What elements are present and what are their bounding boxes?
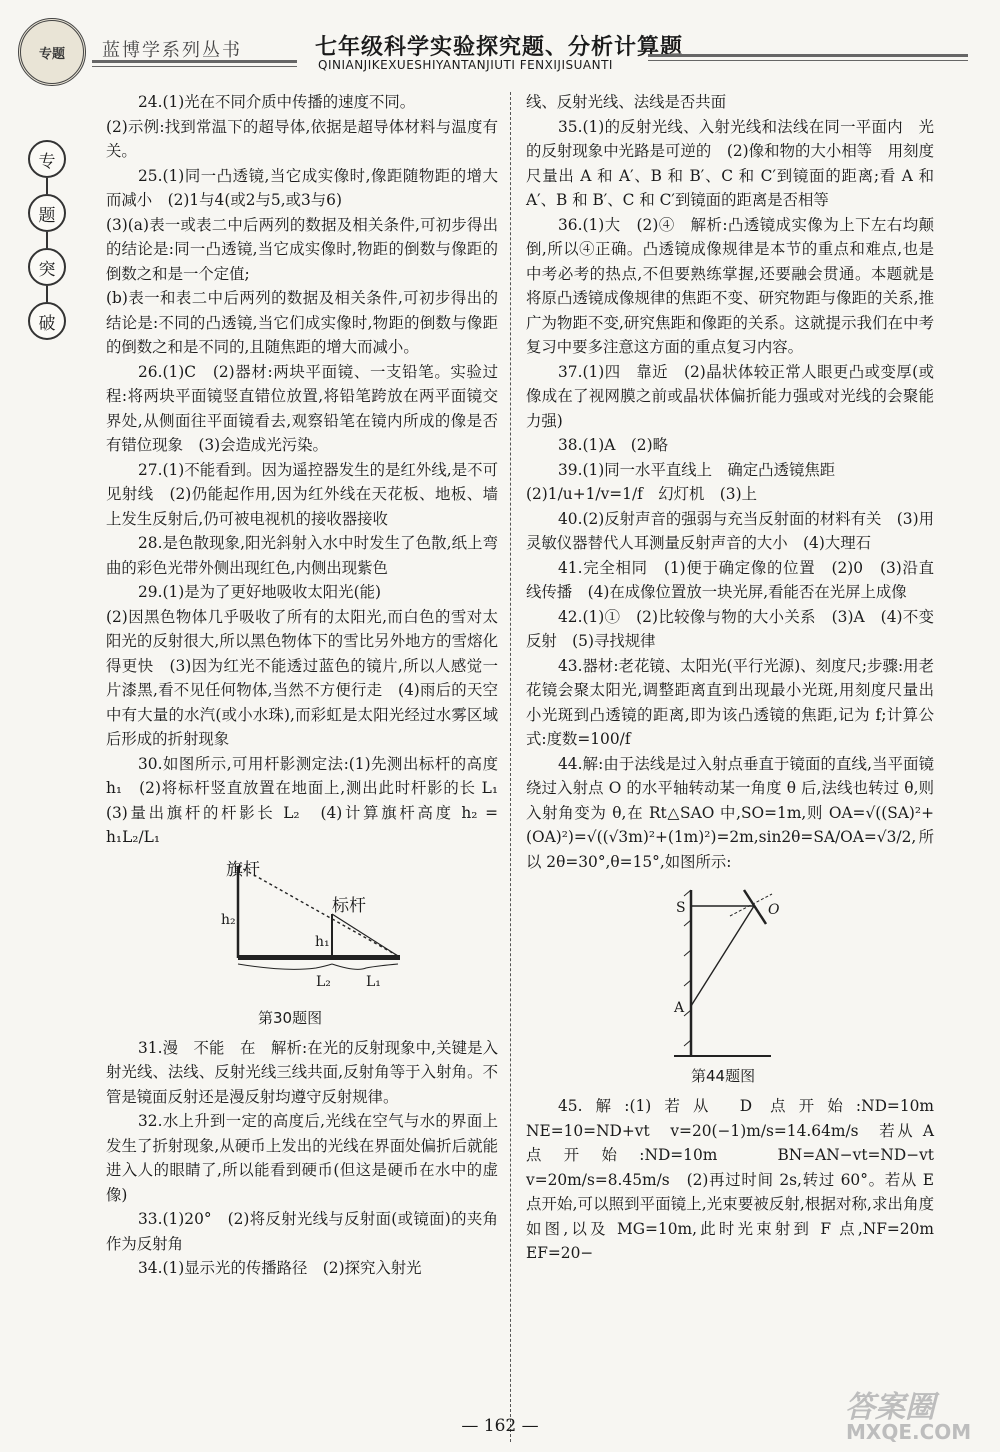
answer-paragraph: 38.(1)A (2)略 — [558, 436, 668, 454]
side-tab: 题 — [28, 194, 66, 232]
book-title-pinyin: QINIANJIKEXUESHIYANTANJIUTI FENXIJISUANTI — [318, 58, 613, 72]
figure-44 — [526, 880, 934, 1090]
answer-paragraph: 34.(1)显示光的传播路径 (2)探究入射光 — [138, 1259, 422, 1277]
ground-shadow — [238, 955, 400, 960]
answer-paragraph: 41.完全相同 (1)便于确定像的位置 (2)0 (3)沿直线传播 (4)在成像位置放一块光屏,看能否在光屏上成像 — [526, 558, 934, 601]
L1-label: L₁ — [366, 973, 381, 990]
figure-30-caption: 第30题图 — [258, 1008, 323, 1027]
h2-label: h₂ — [221, 911, 236, 928]
answer-paragraph: (2)示例:找到常温下的超导体,依据是超导体材料与温度有关。 — [106, 117, 498, 160]
figure-30 — [106, 858, 498, 1036]
watermark-url: MXQE.COM — [846, 1420, 972, 1444]
answer-paragraph: 37.(1)四 靠近 (2)晶状体较正常人眼更凸或变厚(或像成在了视网膜之前或晶状体偏折能力强或对光线的会聚能力强) — [526, 362, 934, 430]
normal-line — [730, 894, 772, 916]
page-number: — 162 — — [461, 1416, 539, 1436]
left-column — [106, 90, 514, 1281]
A-label: A — [674, 1000, 685, 1016]
answer-list — [106, 1036, 498, 1281]
answer-paragraph: (b)表一和表二中后两列的数据及相关条件,可初步得出的结论是:不同的凸透镜,当它们成实像时,物距的倒数与像距的倒数之和是不同的,且随焦距的增大而减小。 — [106, 289, 498, 356]
answer-paragraph: 39.(1)同一水平直线上 确定凸透镜焦距 — [558, 460, 836, 479]
L2-label: L₂ — [316, 973, 331, 990]
answer-paragraph: 27.(1)不能看到。因为遥控器发生的是红外线,是不可见射线 (2)仍能起作用,因为红外线在天花板、地板、墙上发生反射后,仍可被电视机的接收器接收 — [106, 460, 498, 528]
answer-paragraph: 33.(1)20° (2)将反射光线与反射面(或镜面)的夹角作为反射角 — [106, 1210, 498, 1253]
side-tabs — [28, 140, 66, 340]
L1-brace — [332, 964, 398, 969]
side-tab-link — [46, 232, 48, 248]
mirror-line — [744, 890, 766, 924]
answer-paragraph: 31.漫 不能 在 解析:在光的反射现象中,关键是入射光线、法线、反射光线三线共面,反射角等于入射角。不管是镜面反射还是漫反射均遵守反射规律。 — [106, 1038, 498, 1106]
flagpole-label: 旗杆 — [226, 859, 260, 880]
header-rule — [648, 54, 968, 57]
right-column — [526, 90, 950, 1266]
watermark-logo: 答案圈 — [845, 1390, 935, 1425]
answer-paragraph: 42.(1)① (2)比较像与物的大小关系 (3)A (4)不变 反射 (5)寻找规律 — [526, 607, 950, 650]
answer-paragraph: 线、反射光线、法线是否共面 — [526, 93, 727, 111]
answer-paragraph: 36.(1)大 (2)④ 解析:凸透镜成实像为上下左右均颠倒,所以④正确。凸透镜成像规律是本节的重点和难点,也是中考必考的热点,不但要熟练掌握,还要融会贯通。本题就是将原凸透镜成像规律的焦距不变、研究物距与像距的关系,推广为物距不变,研究焦距和像距的关系。这就提示我们在中考复习中要多注意这方面的重点复习内容。 — [526, 215, 934, 356]
logo-text: 专题 — [38, 46, 65, 62]
header-rule — [648, 60, 968, 61]
answer-paragraph: (2)1/u+1/v=1/f 幻灯机 (3)上 — [526, 485, 757, 503]
answer-list — [106, 90, 514, 850]
answer-paragraph: 44.解:由于法线是过入射点垂直于镜面的直线,当平面镜绕过入射点 O 的水平轴转动某一角度 θ 后,法线也转过 θ,则入射角变为 θ,在 Rt△SAO 中,SO=1m,则 OA=√((SA)²+(OA)²)=√((√3m)²+(1m)²)=2m,sin2θ=SA/OA=√3/2,所以 2θ=30°,θ=15°,如图所示: — [526, 754, 934, 871]
figure-44-caption: 第44题图 — [691, 1067, 756, 1085]
flagpole-shadow-diagram — [106, 858, 498, 1008]
L2-brace — [238, 964, 332, 969]
series-name: 蓝博学系列丛书 — [102, 40, 242, 61]
O-label: O — [768, 902, 780, 918]
answer-paragraph: (3)(a)表一或表二中后两列的数据及相关条件,可初步得出的结论是:同一凸透镜,当它成实像时,物距的倒数与像距的倒数之和是一个定值; — [106, 215, 498, 283]
S-label: S — [676, 900, 686, 916]
header-rule — [92, 66, 297, 67]
side-tab: 专 — [28, 140, 66, 178]
answer-paragraph: 29.(1)是为了更好地吸收太阳光(能) — [138, 583, 381, 601]
answer-paragraph: 35.(1)的反射光线、入射光线和法线在同一平面内 光的反射现象中光路是可逆的 (2)像和物的大小相等 用刻度尺量出 A 和 A′、B 和 B′、C 和 C′到镜面的距离;看 A 和 A′、B 和 B′、C 和 C′到镜面的距离是否相等 — [526, 117, 934, 209]
side-tab: 破 — [28, 302, 66, 340]
reflected-ray — [691, 906, 754, 1006]
answer-paragraph: 24.(1)光在不同介质中传播的速度不同。 — [138, 93, 416, 111]
pole-label: 标杆 — [332, 895, 366, 916]
answer-paragraph: 32.水上升到一定的高度后,光线在空气与水的界面上发生了折射现象,从硬币上发出的光线在界面处偏折后就能进入人的眼睛了,所以能看到硬币(但这是硬币在水中的虚像) — [106, 1112, 498, 1204]
answer-paragraph: 26.(1)C (2)器材:两块平面镜、一支铅笔。实验过程:将两块平面镜竖直错位放置,将铅笔跨放在两平面镜交界处,从侧面往平面镜看去,观察铅笔在镜内所成的像是否有错位现象 (3)会造成光污染。 — [106, 362, 498, 454]
answer-paragraph: 30.如图所示,可用杆影测定法:(1)先测出标杆的高度 h₁ (2)将标杆竖直放置在地面上,测出此时杆影的长 L₁ (3)量出旗杆的杆影长 L₂ (4)计算旗杆高度 h₂ = h₁L₂/L₁ — [106, 754, 514, 846]
answer-paragraph: 45.解:(1)若从 D 点开始:ND=10m NE=10=ND+vt v=20(−1)m/s=14.64m/s 若从 A 点开始:ND=10m BN=AN−vt=ND−vt v=20m/s=8.45m/s (2)再过时间 2s,转过 60°。若从 E 点开始,可以照到平面镜上,光束要被反射,根据对称,求出角度如图,以及 MG=10m,此时光束射到 F 点,NF=20m EF=20− — [526, 1097, 950, 1262]
answer-paragraph: 28.是色散现象,阳光斜射入水中时发生了色散,纸上弯曲的彩色光带外侧出现红色,内侧出现紫色 — [106, 534, 498, 577]
side-tab-link — [46, 286, 48, 302]
column-divider — [510, 92, 511, 1442]
answer-paragraph: 25.(1)同一凸透镜,当它成实像时,像距随物距的增大而减小 (2)1与4(或2与5,或3与6) — [106, 166, 498, 209]
answer-paragraph: 40.(2)反射声音的强弱与充当反射面的材料有关 (3)用灵敏仪器替代人耳测量反射声音的大小 (4)大理石 — [526, 509, 934, 552]
answer-list — [526, 1094, 950, 1266]
h1-label: h₁ — [315, 933, 330, 950]
header-rule — [92, 60, 297, 63]
series-logo — [18, 18, 86, 86]
answer-list — [526, 90, 950, 874]
side-tab: 突 — [28, 248, 66, 286]
page-header — [0, 0, 1000, 80]
answer-paragraph: (2)因黑色物体几乎吸收了所有的太阳光,而白色的雪对太阳光的反射很大,所以黑色物体下的雪比另外地方的雪熔化得更快 (3)因为红光不能透过蓝色的镜片,所以人感觉一片漆黑,看不见任何物体,当然不方便行走 (4)雨后的天空中有大量的水汽(或小水珠),而彩虹是太阳光经过水雾区域后形成的折射现象 — [106, 607, 498, 748]
pole-ray-line — [332, 914, 398, 956]
book-title: 七年级科学实验探究题、分析计算题 — [315, 34, 684, 60]
answer-paragraph: 43.器材:老花镜、太阳光(平行光源)、刻度尺;步骤:用老花镜会聚太阳光,调整距离直到出现最小光斑,用刻度尺量出小光斑到凸透镜的距离,即为该凸透镜的焦距,记为 f;计算公式:度数=100/f — [526, 656, 934, 748]
mirror-reflection-diagram — [526, 880, 934, 1064]
side-tab-link — [46, 178, 48, 194]
